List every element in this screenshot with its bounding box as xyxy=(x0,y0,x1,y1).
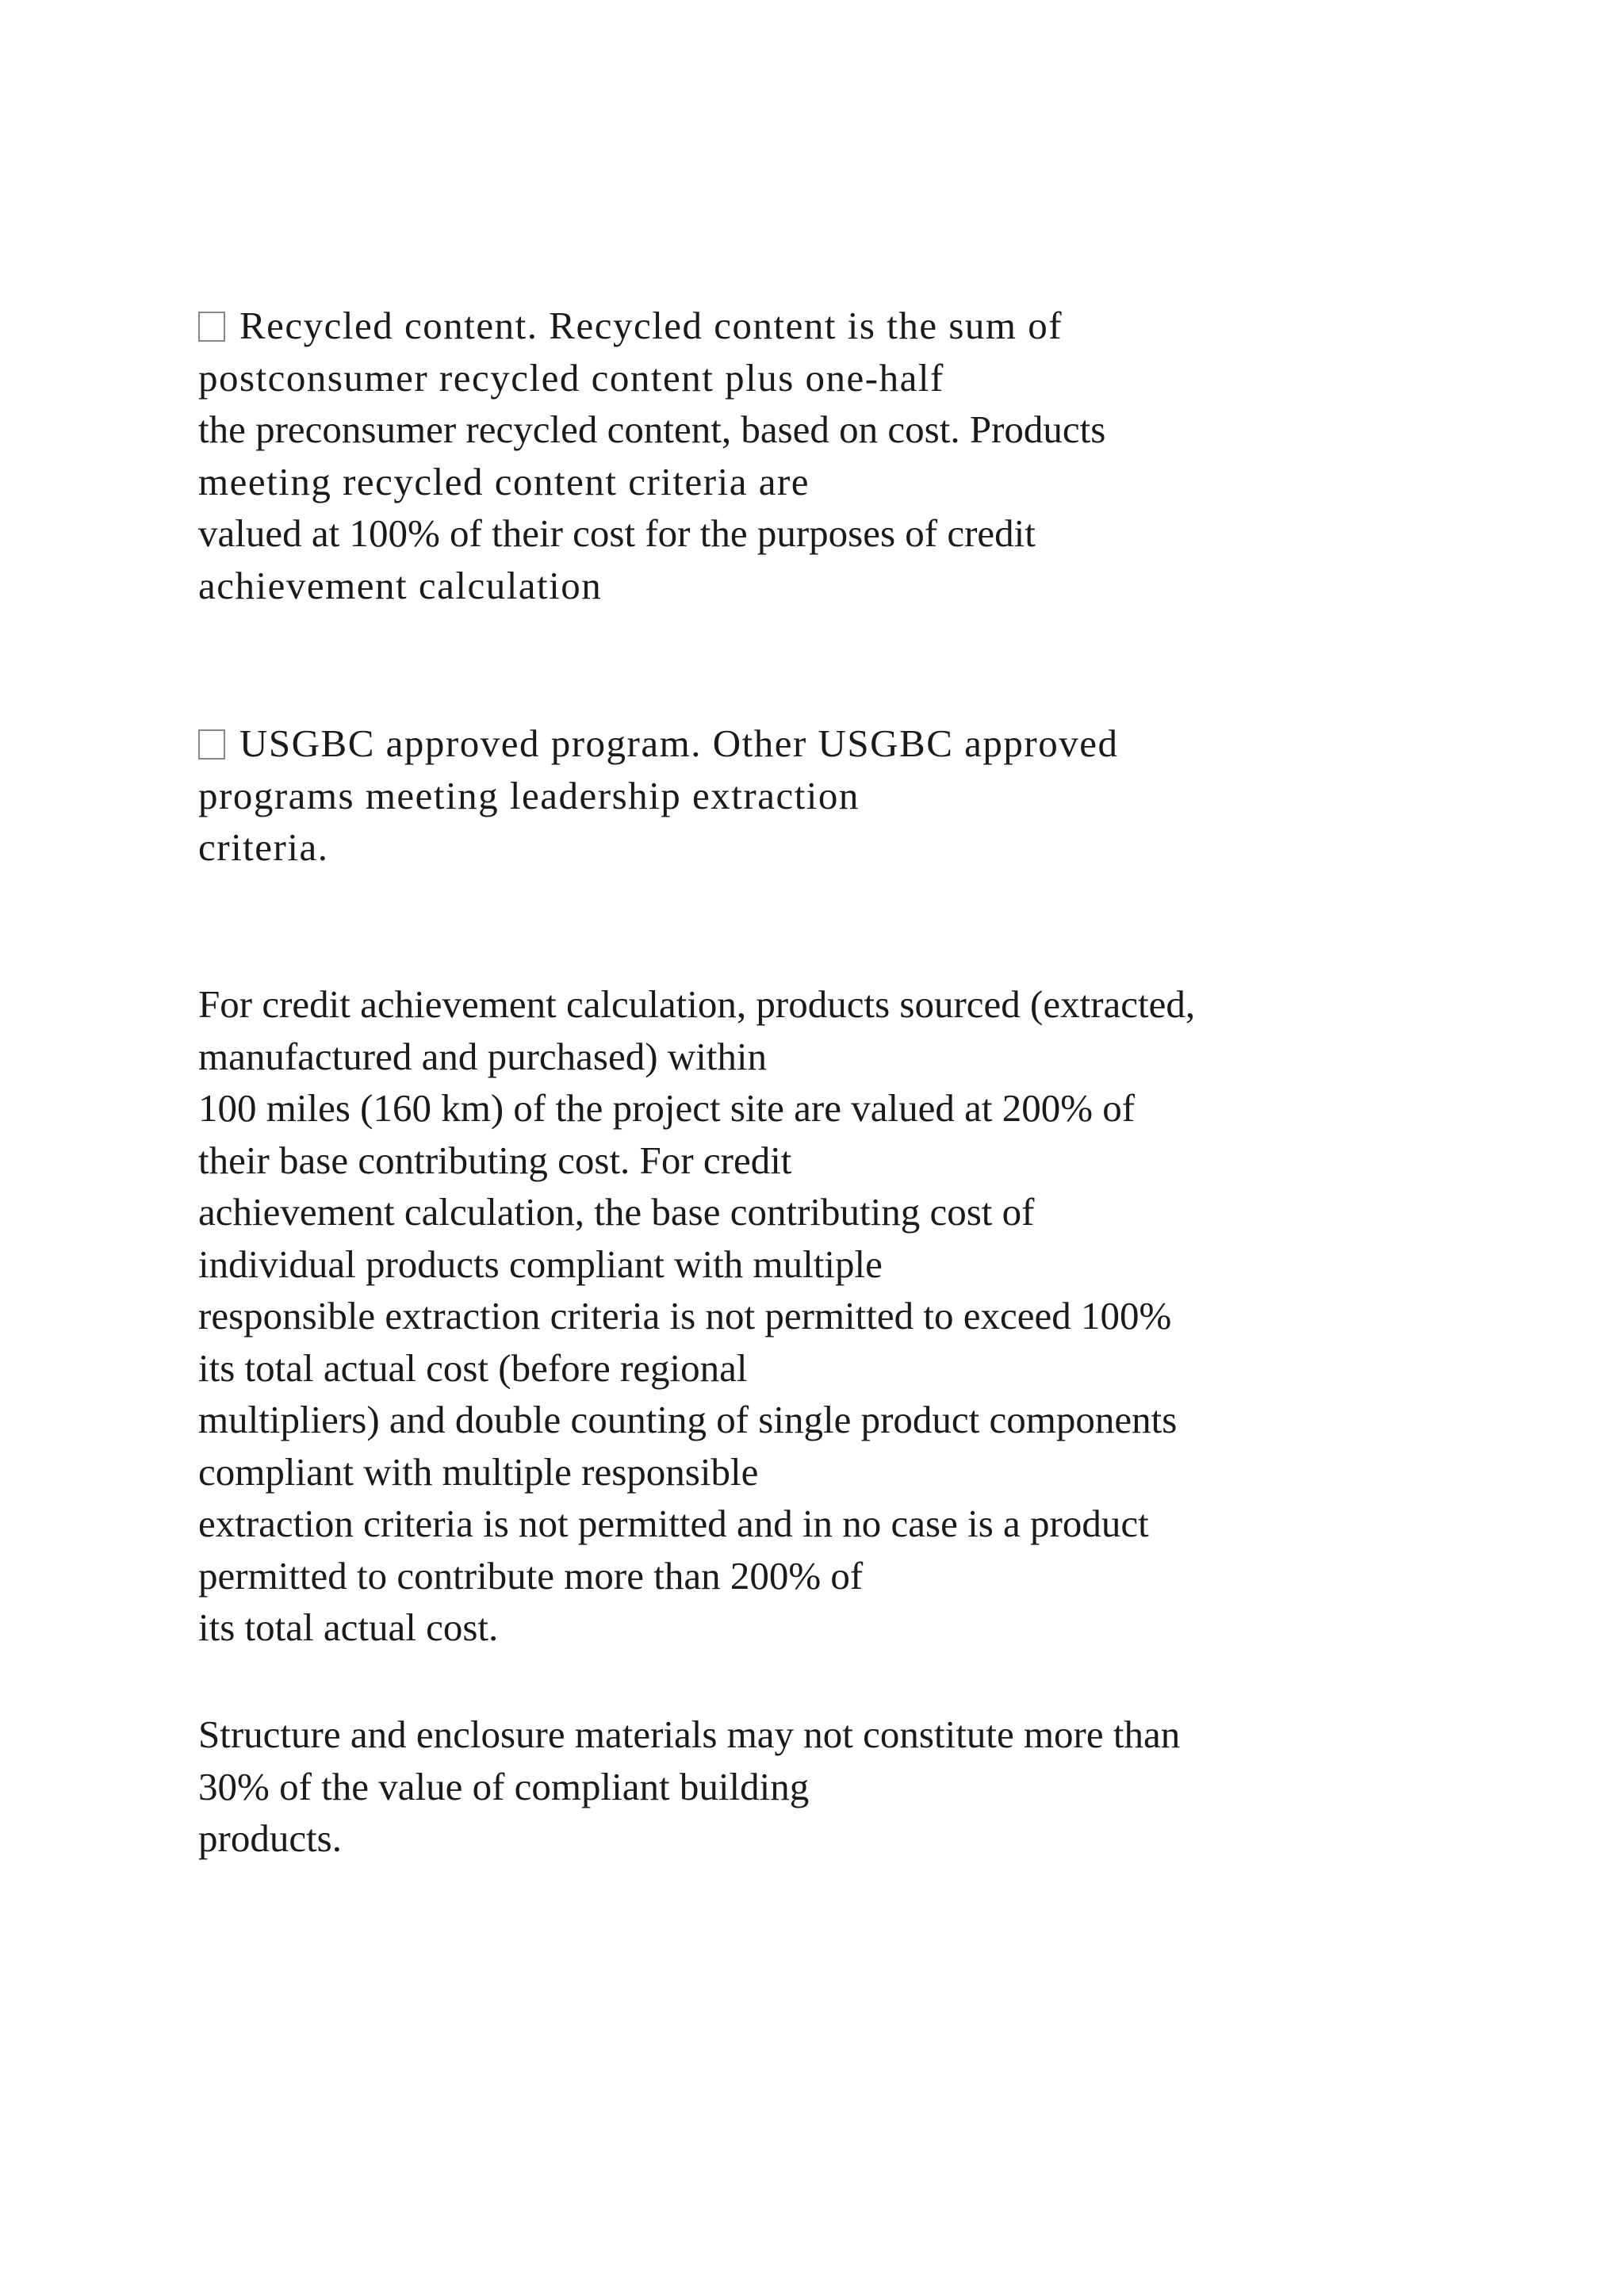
bullet-glyph-icon xyxy=(198,729,225,760)
text-line: USGBC approved program. Other USGBC approved xyxy=(198,718,1507,770)
text-line: Structure and enclosure materials may not constitute more than xyxy=(198,1712,1181,1756)
text-line: permitted to contribute more than 200% of xyxy=(198,1553,864,1598)
text-line: postconsumer recycled content plus one-half xyxy=(198,355,944,400)
text-line: manufactured and purchased) within xyxy=(198,1034,768,1078)
text-line: valued at 100% of their cost for the purposes of credit xyxy=(198,511,1036,555)
text-line: products. xyxy=(198,1816,342,1860)
text-line: programs meeting leadership extraction xyxy=(198,773,860,817)
bullet-glyph-icon xyxy=(198,312,225,342)
text-line: compliant with multiple responsible xyxy=(198,1449,759,1494)
text-line: achievement calculation, the base contributing cost of xyxy=(198,1190,1035,1234)
text-line: responsible extraction criteria is not permitted to exceed 100% xyxy=(198,1294,1172,1337)
text-line: criteria. xyxy=(198,825,329,869)
text-line: their base contributing cost. For credit xyxy=(198,1138,792,1182)
text-line: the preconsumer recycled content, based on cost. Products xyxy=(198,408,1106,451)
text-line: achievement calculation xyxy=(198,563,603,607)
text-line: meeting recycled content criteria are xyxy=(198,459,810,503)
text-line: 30% of the value of compliant building xyxy=(198,1764,810,1808)
text-line: multipliers) and double counting of single product components xyxy=(198,1398,1178,1441)
text-line: its total actual cost. xyxy=(198,1605,499,1649)
text-line: Recycled content. Recycled content is the sum of xyxy=(198,300,1507,352)
text-line: individual products compliant with multiple xyxy=(198,1242,883,1286)
paragraph-structure-enclosure xyxy=(198,1709,1507,1865)
text-line: For credit achievement calculation, products sourced (extracted, xyxy=(198,982,1196,1026)
text-line: extraction criteria is not permitted and in no case is a product xyxy=(198,1502,1149,1545)
paragraph-usgbc-approved xyxy=(198,718,1507,874)
text-line: its total actual cost (before regional xyxy=(198,1345,748,1390)
text-line: 100 miles (160 km) of the project site are valued at 200% of xyxy=(198,1086,1136,1130)
paragraph-recycled-content xyxy=(198,300,1507,611)
paragraph-credit-achievement xyxy=(198,978,1507,1654)
